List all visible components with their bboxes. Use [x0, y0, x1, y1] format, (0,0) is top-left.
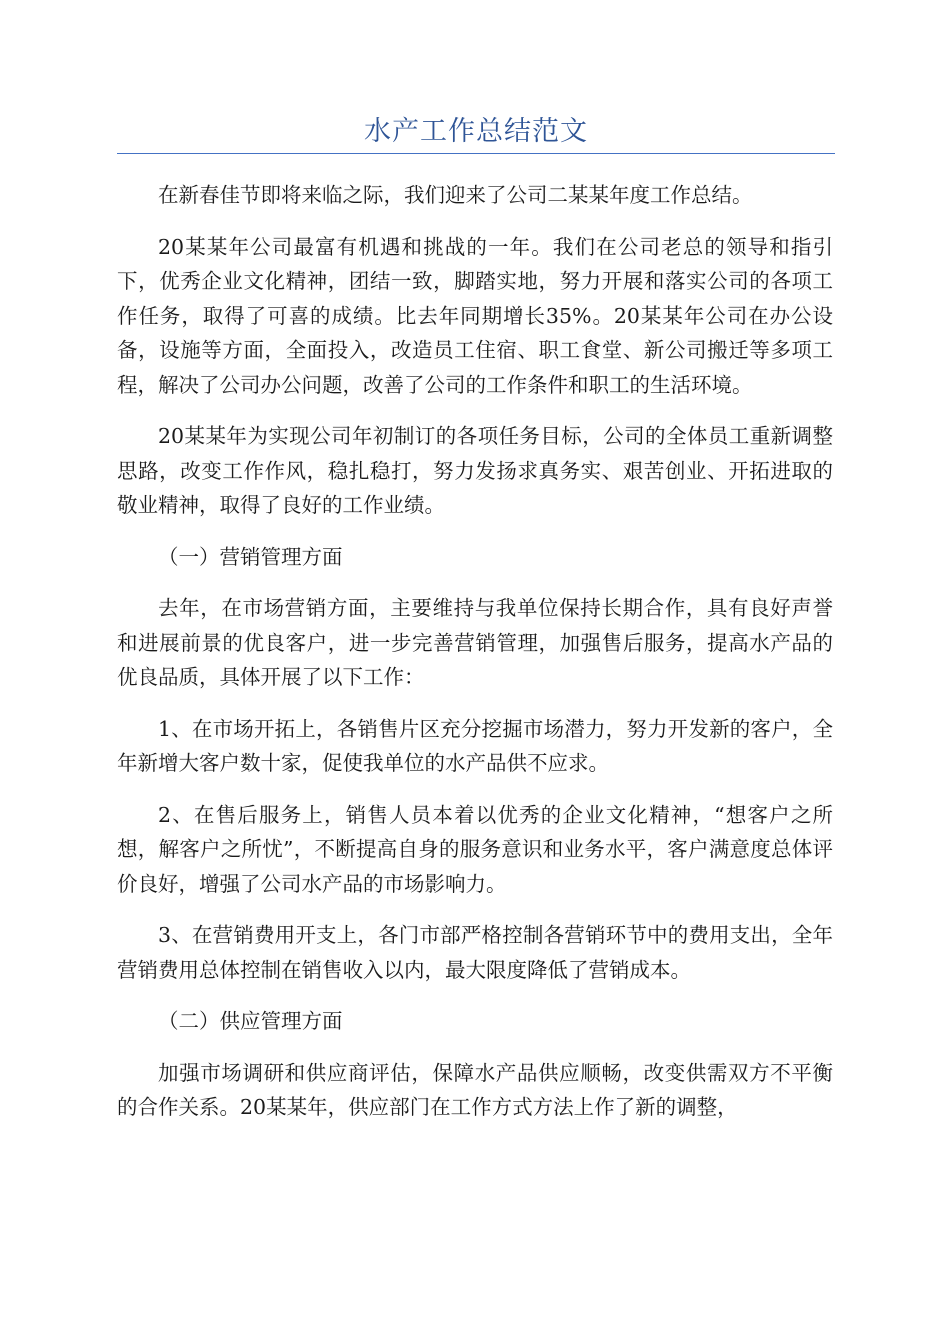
document-body — [117, 178, 833, 1142]
document-title: 水产工作总结范文 — [364, 116, 588, 147]
paragraph-supply-overview: 加强市场调研和供应商评估，保障水产品供应顺畅，改变供需双方不平衡的合作关系。20某某年，供应部门在工作方式方法上作了新的调整， — [117, 1060, 833, 1119]
section-heading-supply: （二）供应管理方面 — [158, 1009, 343, 1033]
paragraph-intro: 在新春佳节即将来临之际，我们迎来了公司二某某年度工作总结。 — [158, 183, 753, 207]
section-heading-marketing: （一）营销管理方面 — [158, 544, 343, 569]
paragraph-marketing-item-2: 2、在售后服务上，销售人员本着以优秀的企业文化精神，“想客户之所想，解客户之所忧”，不断提高自身的服务意识和业务水平，客户满意度总体评价良好，增强了公司水产品的市场影响力。 — [117, 802, 833, 896]
paragraph-year-review: 20某某年公司最富有机遇和挑战的一年。我们在公司老总的领导和指引下，优秀企业文化精神，团结一致，脚踏实地，努力开展和落实公司的各项工作任务，取得了可喜的成绩。比去年同期增长35%。20某某年公司在办公设备，设施等方面，全面投入，改造员工住宿、职工食堂、新公司搬迁等多项工程，解决了公司办公问题，改善了公司的工作条件和职工的生活环境。 — [117, 234, 833, 397]
paragraph-marketing-overview: 去年，在市场营销方面，主要维持与我单位保持长期合作，具有良好声誉和进展前景的优良客户，进一步完善营销管理，加强售后服务，提高水产品的优良品质，具体开展了以下工作： — [117, 596, 833, 689]
title-underline — [117, 153, 835, 154]
paragraph-marketing-item-3: 3、在营销费用开支上，各门市部严格控制各营销环节中的费用支出，全年营销费用总体控制在销售收入以内，最大限度降低了营销成本。 — [117, 923, 833, 982]
paragraph-goals: 20某某年为实现公司年初制订的各项任务目标，公司的全体员工重新调整思路，改变工作作风，稳扎稳打，努力发扬求真务实、艰苦创业、开拓进取的敬业精神，取得了良好的工作业绩。 — [117, 424, 833, 517]
paragraph-marketing-item-1: 1、在市场开拓上，各销售片区充分挖掘市场潜力，努力开发新的客户，全年新增大客户数十家，促使我单位的水产品供不应求。 — [117, 716, 833, 775]
